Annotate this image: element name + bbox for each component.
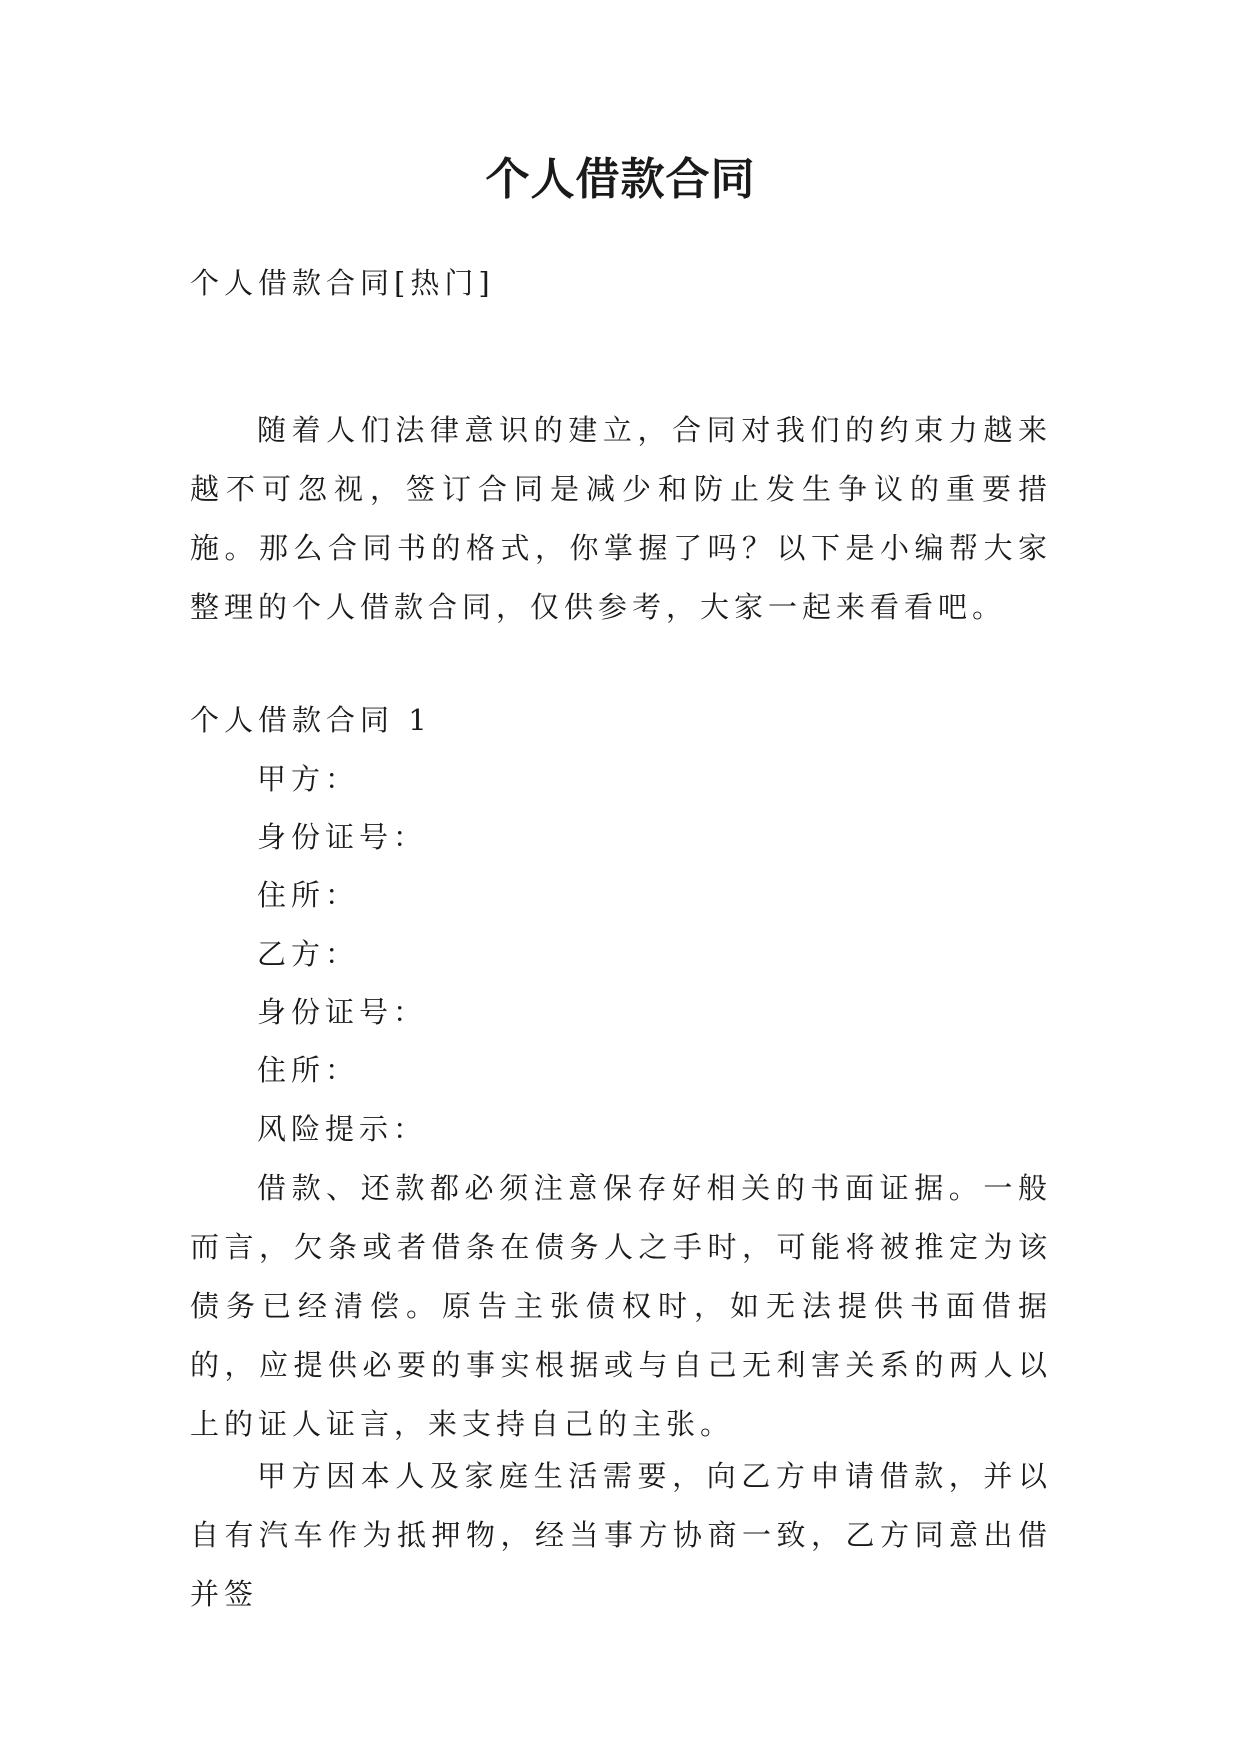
- section-heading: 个人借款合同 1: [190, 703, 432, 737]
- party-b-address-field: 住所：: [257, 1053, 360, 1087]
- party-a-field: 甲方：: [257, 762, 360, 796]
- party-b-id-field: 身份证号：: [257, 995, 428, 1029]
- party-b-field: 乙方：: [257, 937, 360, 971]
- document-subtitle: 个人借款合同[热门]: [190, 266, 495, 300]
- document-title: 个人借款合同: [485, 154, 756, 205]
- risk-notice-label: 风险提示：: [257, 1112, 428, 1146]
- intro-paragraph: 随着人们法律意识的建立，合同对我们的约束力越来越不可忽视，签订合同是减少和防止发生争议的重要措施。那么合同书的格式，你掌握了吗？以下是小编帮大家整理的个人借款合同，仅供参考，大家一起来看看吧。: [190, 413, 1052, 624]
- risk-paragraph: 借款、还款都必须注意保存好相关的书面证据。一般而言，欠条或者借条在债务人之手时，可能将被推定为该债务已经清偿。原告主张债权时，如无法提供书面借据的，应提供必要的事实根据或与自己无利害关系的两人以上的证人证言，来支持自己的主张。: [190, 1171, 1052, 1441]
- party-a-id-field: 身份证号：: [257, 820, 428, 854]
- party-a-address-field: 住所：: [257, 878, 360, 912]
- agreement-paragraph: 甲方因本人及家庭生活需要，向乙方申请借款，并以自有汽车作为抵押物，经当事方协商一致，乙方同意出借并签: [190, 1459, 1052, 1611]
